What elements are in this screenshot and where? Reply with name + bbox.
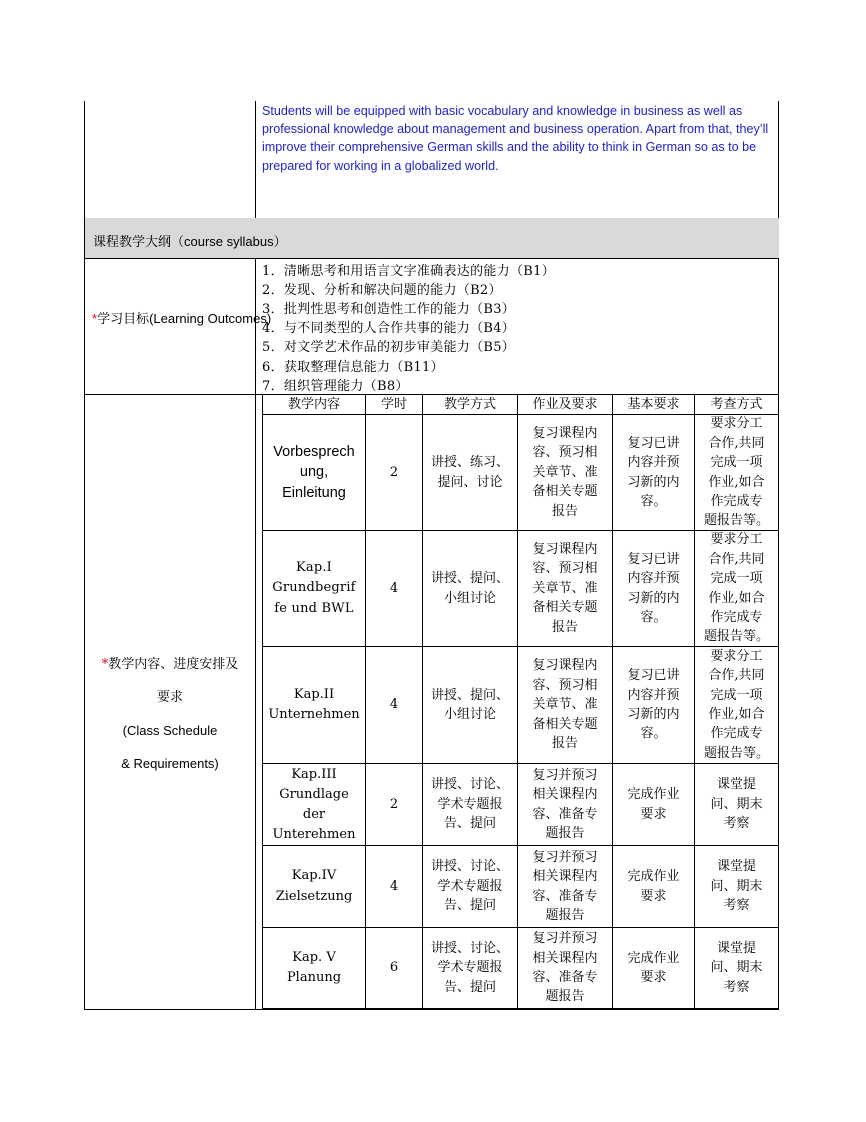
outcome-item: 2．发现、分析和解决问题的能力（B2） bbox=[262, 283, 502, 298]
header-method: 教学方式 bbox=[443, 397, 496, 412]
outcome-item: 6．获取整理信息能力（B11） bbox=[262, 360, 444, 375]
column-divider bbox=[255, 258, 256, 1010]
row-content: Kap. V Planung bbox=[286, 949, 342, 985]
row-content: Vorbesprech ung, Einleitung bbox=[273, 443, 355, 501]
row-homework: 复习课程内 容、预习相 关章节、准 备相关专题 报告 bbox=[532, 425, 598, 519]
row-assessment: 要求分工 合作,共同 完成一项 作业,如合 作完成专 题报告等。 bbox=[703, 416, 769, 529]
row-basic: 完成作业 要求 bbox=[627, 869, 680, 904]
row-method: 讲授、提问、 小组讨论 bbox=[430, 571, 509, 606]
row-hours: 4 bbox=[389, 697, 399, 713]
row-content: Kap.II Unternehmen bbox=[268, 686, 360, 722]
row-method: 讲授、提问、 小组讨论 bbox=[430, 687, 509, 722]
row-assessment: 课堂提 问、期末 考察 bbox=[710, 777, 763, 832]
outcome-item: 1．清晰思考和用语言文字准确表达的能力（B1） bbox=[262, 264, 555, 279]
row-hours: 2 bbox=[389, 464, 399, 480]
row-homework: 复习课程内 容、预习相 关章节、准 备相关专题 报告 bbox=[532, 541, 598, 635]
row-content: Kap.III Grundlage der Unterehmen bbox=[272, 766, 356, 842]
row-basic: 完成作业 要求 bbox=[627, 787, 680, 822]
row-method: 讲授、练习、 提问、讨论 bbox=[430, 455, 509, 490]
row-assessment: 要求分工 合作,共同 完成一项 作业,如合 作完成专 题报告等。 bbox=[703, 648, 769, 761]
row-method: 讲授、讨论、 学术专题报 告、提问 bbox=[430, 777, 509, 832]
outcome-item: 5．对文学艺术作品的初步审美能力（B5） bbox=[262, 340, 516, 355]
syllabus-title: 课程教学大纲（course syllabus） bbox=[93, 234, 287, 249]
row-homework: 复习并预习 相关课程内 容、准备专 题报告 bbox=[532, 767, 598, 841]
row-content: Kap.IV Zielsetzung bbox=[275, 868, 353, 904]
outcome-item: 7．组织管理能力（B8） bbox=[262, 379, 409, 394]
row-method: 讲授、讨论、 学术专题报 告、提问 bbox=[430, 940, 509, 995]
row-basic: 复习已讲 内容并预 习新的内 容。 bbox=[627, 668, 680, 742]
row-homework: 复习课程内 容、预习相 关章节、准 备相关专题 报告 bbox=[532, 658, 598, 752]
header-content: 教学内容 bbox=[287, 397, 340, 412]
row-hours: 4 bbox=[389, 580, 399, 596]
row-divider bbox=[84, 394, 779, 395]
header-hours: 学时 bbox=[380, 397, 407, 412]
row-method: 讲授、讨论、 学术专题报 告、提问 bbox=[430, 859, 509, 914]
row-basic: 复习已讲 内容并预 习新的内 容。 bbox=[627, 551, 680, 625]
learning-outcomes-label: *学习目标(Learning Outcomes) bbox=[92, 311, 272, 326]
row-divider bbox=[84, 258, 779, 259]
schedule-label: *教学内容、进度安排及 要求 (Class Schedule & Requirements) bbox=[101, 657, 239, 771]
row-basic: 复习已讲 内容并预 习新的内 容。 bbox=[627, 435, 680, 509]
row-assessment: 课堂提 问、期末 考察 bbox=[710, 859, 763, 914]
row-homework: 复习并预习 相关课程内 容、准备专 题报告 bbox=[532, 849, 598, 923]
required-asterisk: * bbox=[92, 311, 98, 326]
header-basic: 基本要求 bbox=[627, 397, 680, 412]
table-bottom bbox=[84, 1009, 779, 1010]
column-divider bbox=[255, 101, 256, 218]
header-assessment: 考查方式 bbox=[710, 397, 763, 412]
row-homework: 复习并预习 相关课程内 容、准备专 题报告 bbox=[532, 931, 598, 1005]
outcome-item: 4．与不同类型的人合作共事的能力（B4） bbox=[262, 321, 516, 336]
intro-paragraph: Students will be equipped with basic vocabulary and knowledge in business as well as professional knowledge about management and business operation. Apart from that, they’ll improve their comprehensive German skills and the ability to think in German so as to be prepared for working in a globalized world. bbox=[262, 104, 769, 173]
row-content: Kap.I Grundbegrif fe und BWL bbox=[272, 559, 356, 616]
row-assessment: 课堂提 问、期末 考察 bbox=[710, 940, 763, 995]
row-hours: 2 bbox=[389, 796, 399, 812]
row-hours: 4 bbox=[389, 878, 399, 894]
row-basic: 完成作业 要求 bbox=[627, 950, 680, 985]
outcome-item: 3．批判性思考和创造性工作的能力（B3） bbox=[262, 302, 516, 317]
header-homework: 作业及要求 bbox=[532, 397, 598, 412]
required-asterisk: * bbox=[101, 657, 109, 672]
row-assessment: 要求分工 合作,共同 完成一项 作业,如合 作完成专 题报告等。 bbox=[703, 532, 769, 645]
row-hours: 6 bbox=[389, 960, 399, 976]
